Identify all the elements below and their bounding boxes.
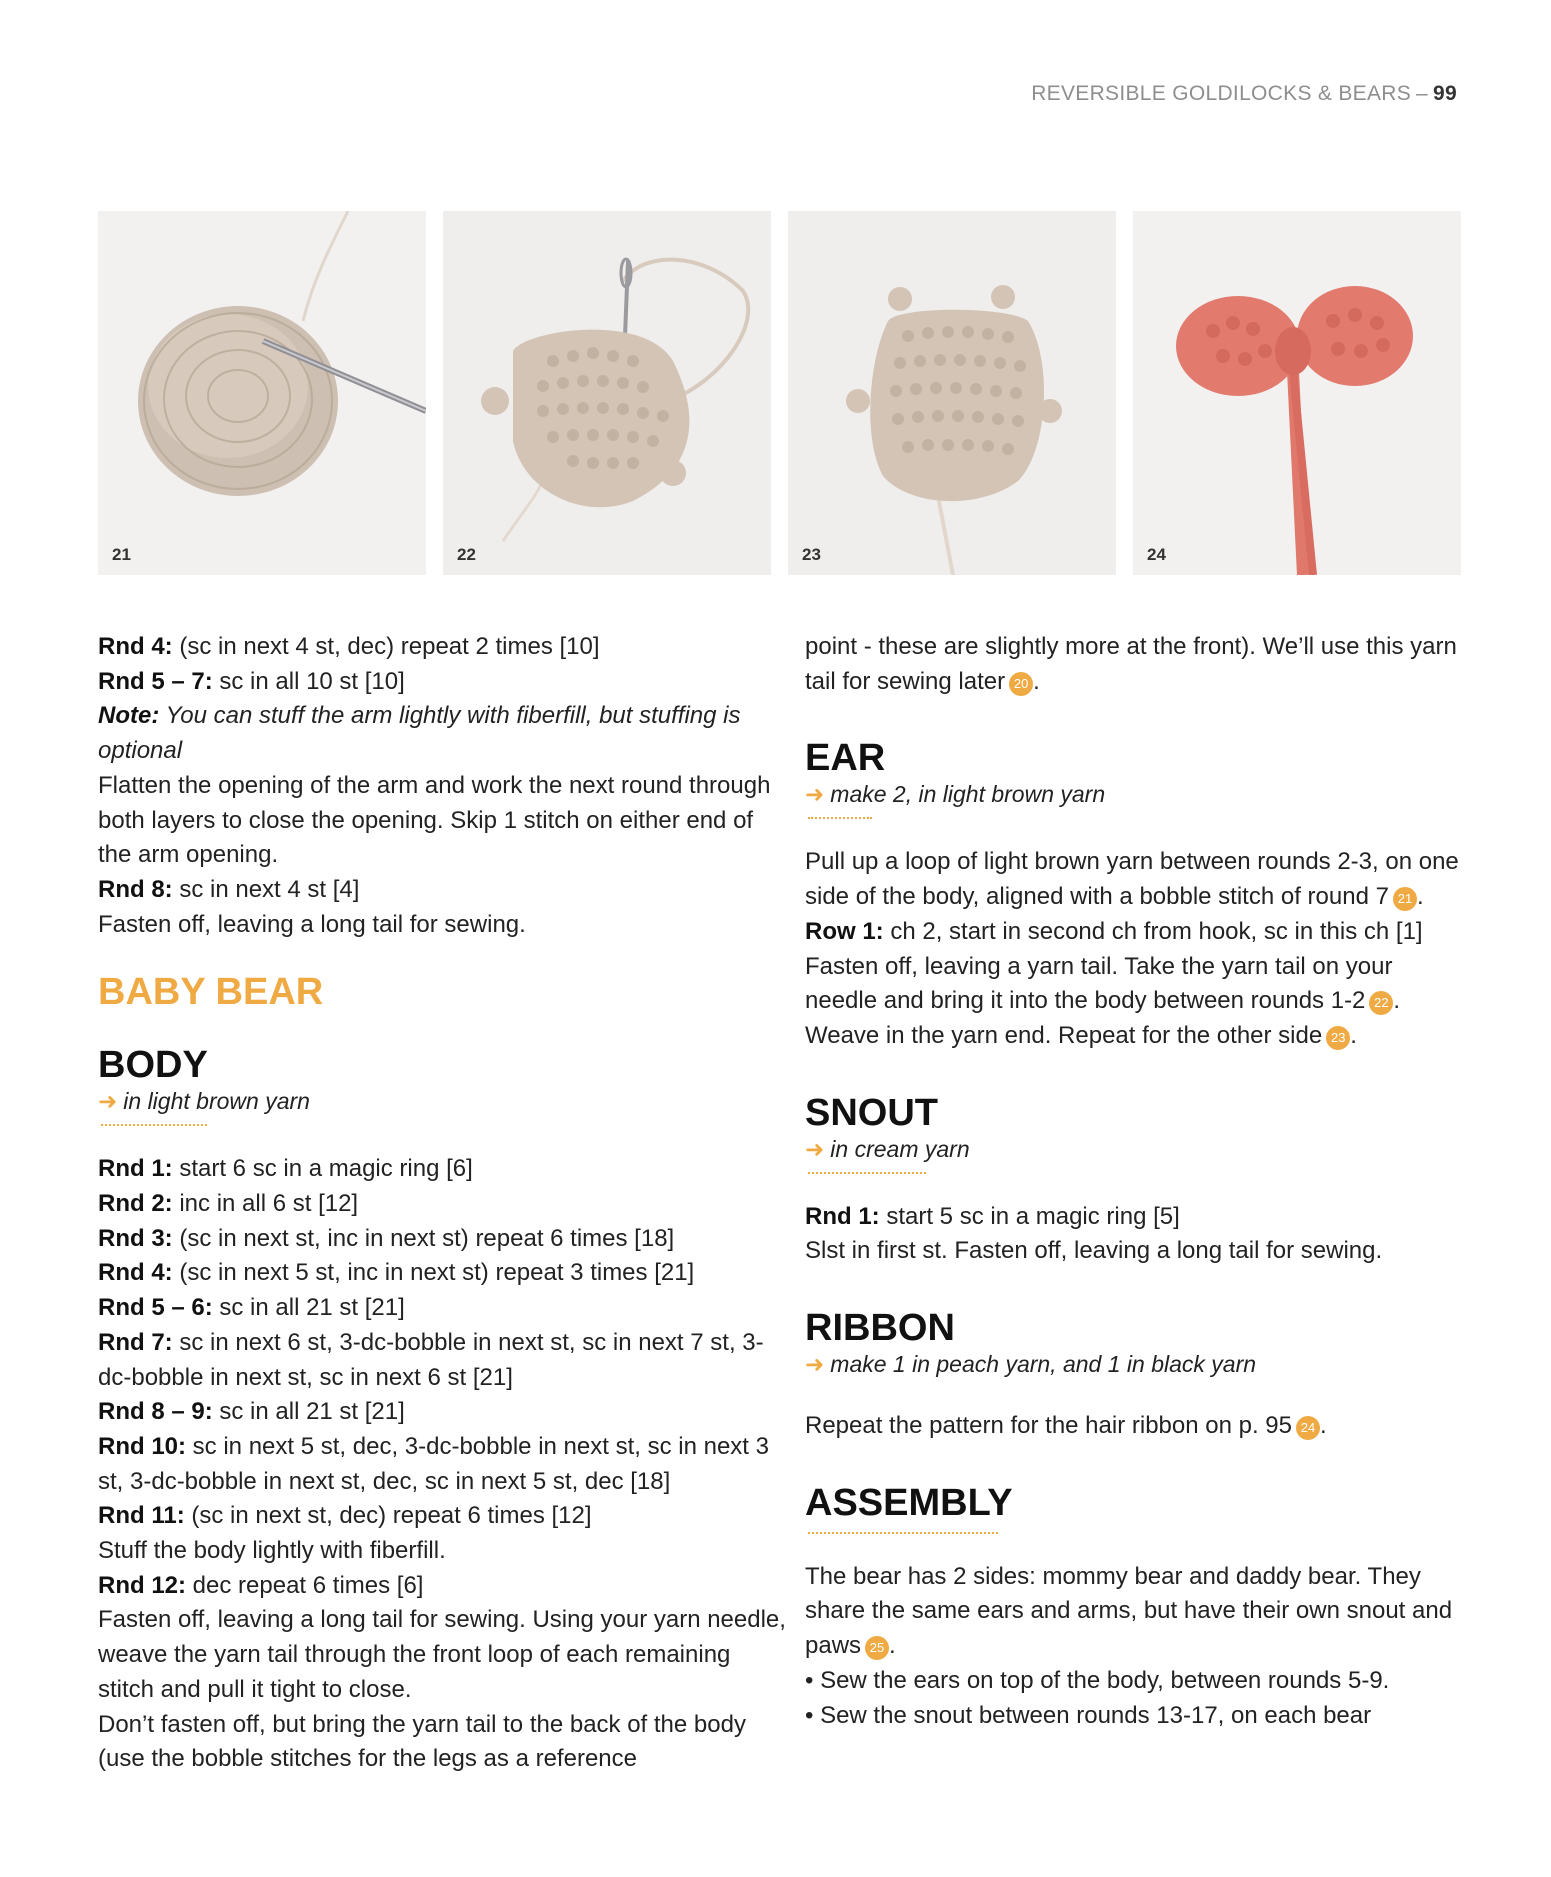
round-text: (sc in next st, dec) repeat 6 times [12] <box>184 1502 592 1530</box>
ribbon-text: Repeat the pattern for the hair ribbon on p. 95 <box>805 1412 1292 1440</box>
ribbon-instruction: Repeat the pattern for the hair ribbon on p. 95 24 . <box>805 1412 1327 1440</box>
round-text: sc in all 21 st [21] <box>212 1294 405 1322</box>
ear-title: EAR <box>805 737 886 780</box>
body-round-12 <box>98 1569 788 1604</box>
continued-text: point - these are slightly more at the front). We’ll use this yarn tail for sewing later 20 . <box>805 633 1457 695</box>
assembly-text: The bear has 2 sides: mommy bear and daddy bear. They share the same ears and arms, but have their own snout and paws <box>805 1562 1453 1660</box>
arm-note <box>98 699 788 768</box>
body-round <box>98 1187 788 1222</box>
dotted-divider <box>808 811 872 819</box>
fasten-instruction: Fasten off, leaving a long tail for sewing. <box>98 910 526 938</box>
page-number: 99 <box>1433 82 1457 105</box>
row-text: ch 2, start in second ch from hook, sc in this ch [1] <box>883 917 1423 945</box>
ear-subtitle <box>805 779 1465 809</box>
round-text: sc in all 10 st [10] <box>212 667 405 695</box>
round-text: start 5 sc in a magic ring [5] <box>879 1202 1180 1230</box>
flatten-instruction: Flatten the opening of the arm and work the next round through both layers to close the opening. Skip 1 stitch on either end of the arm opening. <box>98 771 771 869</box>
body-title: BODY <box>98 1044 208 1087</box>
row-label: Row 1: <box>805 917 884 945</box>
subtitle-text: in light brown yarn <box>123 1088 310 1115</box>
photo-number: 23 <box>802 545 821 564</box>
ear-intro: Pull up a loop of light brown yarn between rounds 2-3, on one side of the body, aligned with a bobble stitch of round 7 21 . <box>805 848 1459 911</box>
round-text: sc in next 6 st, 3-dc-bobble in next st, sc in next 7 st, 3-dc-bobble in next st, sc in next 6 st [21] <box>98 1328 764 1391</box>
running-head <box>1031 82 1457 106</box>
subtitle-text: make 1 in peach yarn, and 1 in black yarn <box>830 1351 1257 1378</box>
ear-fasten-text: Fasten off, leaving a yarn tail. Take the yarn tail on your needle and bring it into the body between rounds 1-2 <box>805 952 1393 1015</box>
step-badge: 22 <box>1369 991 1393 1015</box>
body-round <box>98 1291 788 1326</box>
running-head-title: REVERSIBLE GOLDILOCKS & BEARS <box>1031 82 1412 105</box>
continued-body: point - these are slightly more at the front). We’ll use this yarn tail for sewing later <box>805 633 1457 695</box>
crochet-body-with-ears-image <box>788 211 1116 575</box>
spacer <box>805 1054 1465 1092</box>
left-column <box>98 630 788 1777</box>
snout-title: SNOUT <box>805 1091 938 1134</box>
round-label: Rnd 11: <box>98 1502 185 1530</box>
assembly-bullet: • Sew the snout between rounds 13-17, on each bear <box>805 1701 1372 1729</box>
round-label: Rnd 10: <box>98 1432 187 1460</box>
arm-round-8 <box>98 873 788 908</box>
photo-23 <box>788 211 1116 575</box>
round-text: inc in all 6 st [12] <box>172 1190 359 1218</box>
note-text: You can stuff the arm lightly with fiberfill, but stuffing is optional <box>98 702 741 765</box>
round-text: start 6 sc in a magic ring [6] <box>172 1155 473 1183</box>
ear-weave: Weave in the yarn end. Repeat for the other side 23 . <box>805 1021 1357 1049</box>
dotted-divider <box>101 1118 207 1126</box>
ribbon-title: RIBBON <box>805 1307 955 1350</box>
spacer <box>805 1269 1465 1307</box>
arrow-icon: ➜ <box>98 1088 118 1115</box>
snout-slst: Slst in first st. Fasten off, leaving a long tail for sewing. <box>805 1237 1383 1265</box>
photo-row <box>98 211 1456 575</box>
snout-round-1 <box>805 1200 1465 1235</box>
snout-subtitle <box>805 1134 1465 1164</box>
round-label: Rnd 7: <box>98 1328 173 1356</box>
round-label: Rnd 5 – 7: <box>98 667 213 695</box>
peach-ribbon-image <box>1133 211 1461 575</box>
body-round <box>98 1222 788 1257</box>
body-round <box>98 1395 788 1430</box>
ear-intro-text: Pull up a loop of light brown yarn between rounds 2-3, on one side of the body, aligned with a bobble stitch of round 7 <box>805 848 1459 911</box>
round-text: sc in next 5 st, dec, 3-dc-bobble in next st, sc in next 3 st, 3-dc-bobble in next st, dec, sc in next 5 st, dec [18] <box>98 1432 769 1495</box>
round-label: Rnd 1: <box>805 1202 880 1230</box>
step-badge: 25 <box>865 1636 889 1660</box>
step-badge: 23 <box>1326 1026 1350 1050</box>
body-round <box>98 1152 788 1187</box>
crochet-ball-with-hook-image <box>98 211 426 575</box>
subtitle-text: in cream yarn <box>830 1135 970 1162</box>
round-label: Rnd 4: <box>98 1259 173 1287</box>
body-round <box>98 1499 788 1534</box>
step-badge: 20 <box>1009 672 1033 696</box>
stuff-instruction: Stuff the body lightly with fiberfill. <box>98 1537 446 1565</box>
round-text: sc in next 4 st [4] <box>172 875 360 903</box>
round-text: (sc in next 5 st, inc in next st) repeat 3 times [21] <box>172 1259 695 1287</box>
spacer <box>805 1379 1465 1409</box>
baby-bear-title: BABY BEAR <box>98 971 324 1014</box>
photo-21 <box>98 211 426 575</box>
running-head-dash: – <box>1416 82 1429 105</box>
dont-fasten-instruction: Don’t fasten off, but bring the yarn tail to the back of the body (use the bobble stitches for the legs as a reference <box>98 1710 746 1773</box>
arm-round-4 <box>98 630 788 665</box>
round-text: (sc in next st, inc in next st) repeat 6 times [18] <box>172 1224 675 1252</box>
ear-fasten: Fasten off, leaving a yarn tail. Take the yarn tail on your needle and bring it into the body between rounds 1-2 22 . <box>805 952 1401 1015</box>
arrow-icon: ➜ <box>805 781 825 808</box>
step-badge: 24 <box>1296 1416 1320 1440</box>
right-column <box>805 630 1465 1733</box>
crochet-body-with-needle-image <box>443 211 771 575</box>
body-subtitle <box>98 1086 788 1116</box>
photo-number: 24 <box>1147 545 1166 564</box>
weave-text: Weave in the yarn end. Repeat for the other side <box>805 1021 1323 1049</box>
ribbon-subtitle <box>805 1349 1465 1379</box>
dotted-divider <box>808 1526 998 1534</box>
arm-round-5-7 <box>98 665 788 700</box>
body-round <box>98 1326 788 1395</box>
note-label: Note: <box>98 702 160 730</box>
spacer <box>805 699 1465 737</box>
round-label: Rnd 3: <box>98 1224 173 1252</box>
photo-22 <box>443 211 771 575</box>
photo-number: 21 <box>112 545 131 564</box>
round-text: sc in all 21 st [21] <box>212 1398 405 1426</box>
assembly-intro: The bear has 2 sides: mommy bear and daddy bear. They share the same ears and arms, but have their own snout and paws 25 . <box>805 1562 1453 1660</box>
round-text: (sc in next 4 st, dec) repeat 2 times [10] <box>172 633 600 660</box>
photo-number: 22 <box>457 545 476 564</box>
body-round <box>98 1430 788 1499</box>
spacer <box>805 1444 1465 1482</box>
arrow-icon: ➜ <box>805 1135 825 1162</box>
round-text: dec repeat 6 times [6] <box>186 1571 424 1599</box>
round-label: Rnd 4: <box>98 633 173 660</box>
round-label: Rnd 5 – 6: <box>98 1294 213 1322</box>
fasten-close-instruction: Fasten off, leaving a long tail for sewing. Using your yarn needle, weave the yarn tail through the front loop of each remaining stitch and pull it tight to close. <box>98 1606 786 1703</box>
step-badge: 21 <box>1393 887 1417 911</box>
round-label: Rnd 8: <box>98 875 173 903</box>
body-round <box>98 1256 788 1291</box>
assembly-title: ASSEMBLY <box>805 1481 1013 1524</box>
round-label: Rnd 1: <box>98 1155 173 1183</box>
dotted-divider <box>808 1166 926 1174</box>
round-label: Rnd 12: <box>98 1571 187 1599</box>
photo-24 <box>1133 211 1461 575</box>
subtitle-text: make 2, in light brown yarn <box>830 781 1106 808</box>
round-label: Rnd 2: <box>98 1190 173 1218</box>
ear-row-1 <box>805 915 1465 950</box>
round-label: Rnd 8 – 9: <box>98 1398 213 1426</box>
assembly-bullet: • Sew the ears on top of the body, between rounds 5-9. <box>805 1666 1390 1694</box>
arrow-icon: ➜ <box>805 1351 825 1378</box>
